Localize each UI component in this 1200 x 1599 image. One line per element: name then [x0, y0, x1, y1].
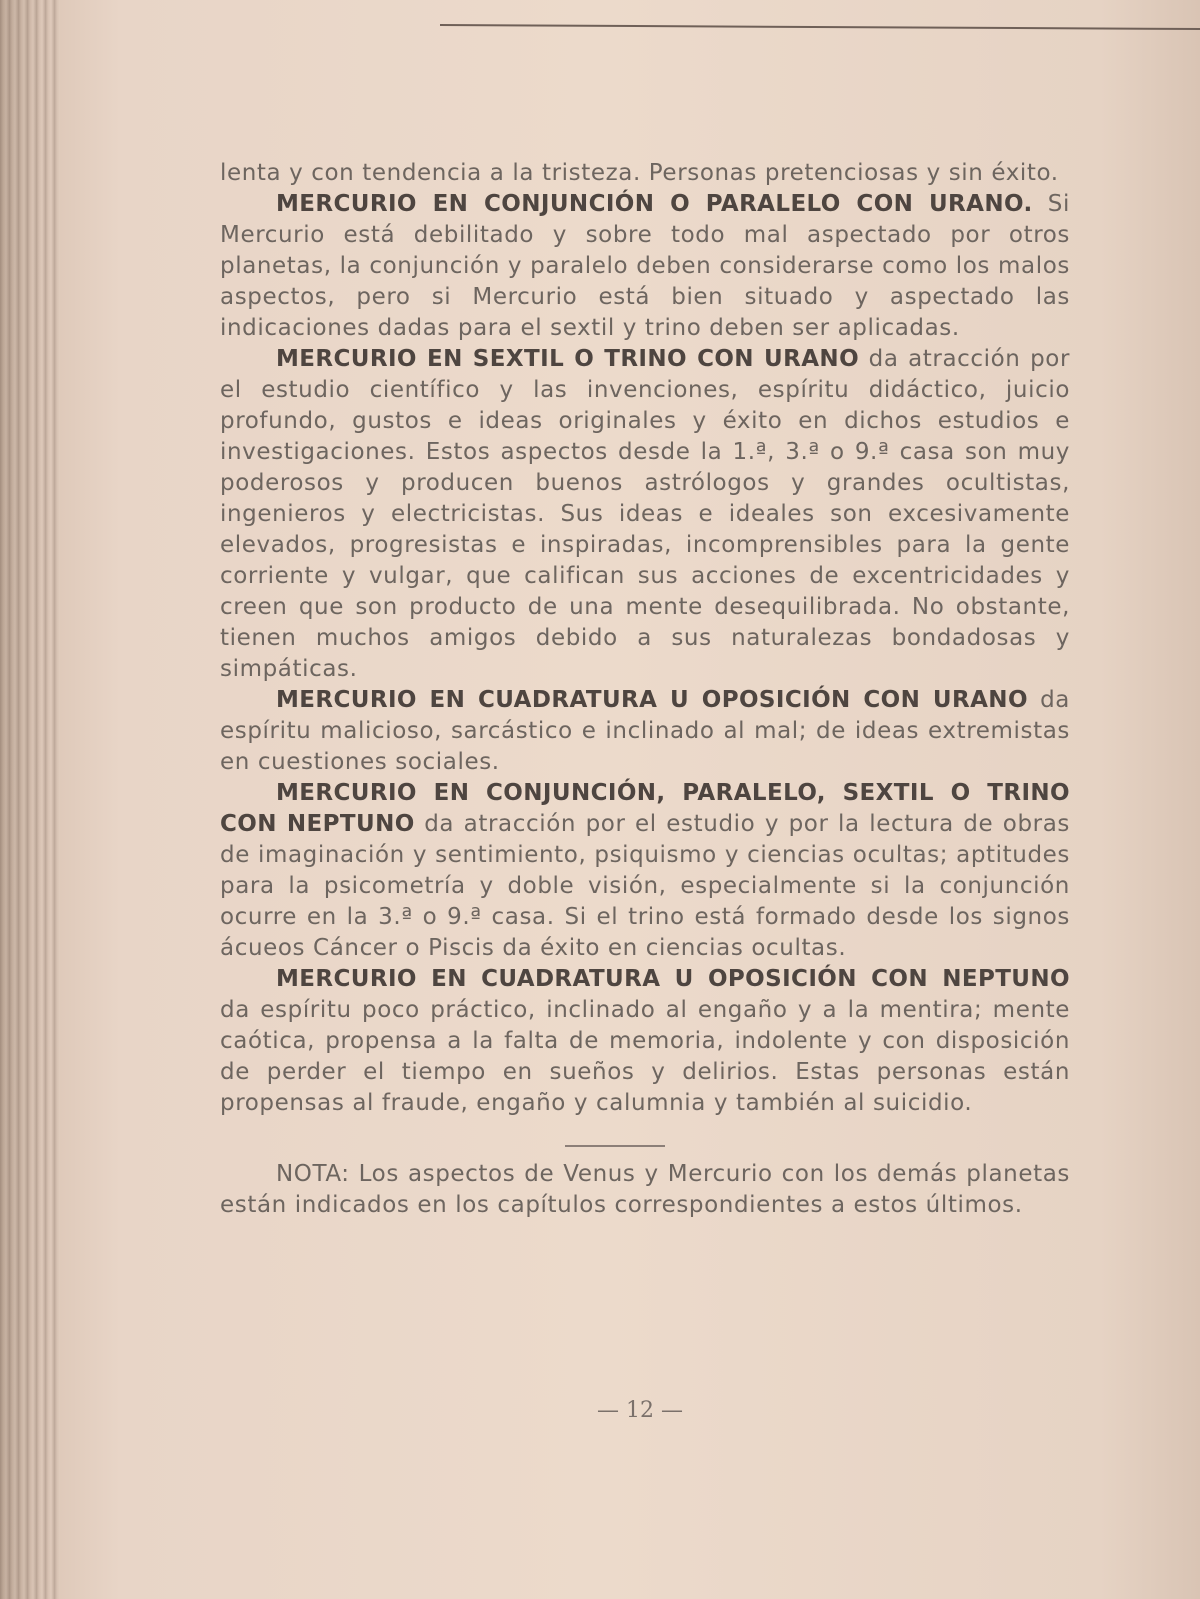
- section-body: da espíritu malicioso, sarcástico e inclinado al mal; de ideas extremistas en cuestiones sociales.: [220, 687, 1070, 775]
- section-heading: MERCURIO EN CUADRATURA U OPOSICIÓN CON NEPTUNO: [276, 966, 1070, 992]
- section-body: da espíritu poco práctico, inclinado al engaño y a la mentira; mente caótica, propensa a la falta de memoria, indolente y con disposición de perder el tiempo en sueños y delirios. Estas personas están propensas al fraude, engaño y calumnia y también al suicidio.: [220, 997, 1070, 1116]
- page-text: [220, 158, 1070, 1221]
- section-urano-sextil-trino: [220, 344, 1070, 685]
- top-rule: [440, 24, 1200, 30]
- section-neptuno-conjuncion: [220, 778, 1070, 964]
- section-divider: [565, 1145, 665, 1147]
- page-number: — 12 —: [597, 1398, 683, 1423]
- section-body: da atracción por el estudio científico y las invenciones, espíritu didáctico, juicio profundo, gustos e ideas originales y éxito en dichos estudios e investigaciones. Estos aspectos desde la 1.ª, 3.ª o 9.ª casa son muy poderosos y producen buenos astrólogos y grandes ocultistas, ingenieros y electricistas. Sus ideas e ideales son excesivamente elevados, progresistas e inspiradas, incomprensibles para la gente corriente y vulgar, que califican sus acciones de excentricidades y creen que son producto de una mente desequilibrada. No obstante, tienen muchos amigos debido a sus naturalezas bondadosas y simpáticas.: [220, 346, 1070, 682]
- intro-paragraph: lenta y con tendencia a la tristeza. Personas pretenciosas y sin éxito.: [220, 160, 1059, 186]
- section-heading: MERCURIO EN CUADRATURA U OPOSICIÓN CON URANO: [276, 687, 1028, 713]
- page-binding-edge: [0, 0, 60, 1599]
- section-urano-cuadratura: [220, 685, 1070, 778]
- note-paragraph: NOTA: Los aspectos de Venus y Mercurio con los demás planetas están indicados en los capítulos correspondientes a estos últimos.: [220, 1161, 1070, 1218]
- section-heading: MERCURIO EN CONJUNCIÓN O PARALELO CON URANO.: [276, 191, 1033, 217]
- section-heading: MERCURIO EN CONJUNCIÓN, PARALELO, SEXTIL O TRINO CON NEPTUNO: [220, 780, 1070, 837]
- section-body: da atracción por el estudio y por la lectura de obras de imaginación y sentimiento, psiquismo y ciencias ocultas; aptitudes para la psicometría y doble visión, especialmente si la conjunción ocurre en la 3.ª o 9.ª casa. Si el trino está formado desde los signos ácueos Cáncer o Piscis da éxito en ciencias ocultas.: [220, 811, 1070, 961]
- section-neptuno-cuadratura: [220, 964, 1070, 1119]
- section-body: Si Mercurio está debilitado y sobre todo mal aspectado por otros planetas, la conjunción y paralelo deben considerarse como los malos aspectos, pero si Mercurio está bien situado y aspectado las indicaciones dadas para el sextil y trino deben ser aplicadas.: [220, 191, 1070, 341]
- section-heading: MERCURIO EN SEXTIL O TRINO CON URANO: [276, 346, 860, 372]
- section-urano-conjuncion: [220, 189, 1070, 344]
